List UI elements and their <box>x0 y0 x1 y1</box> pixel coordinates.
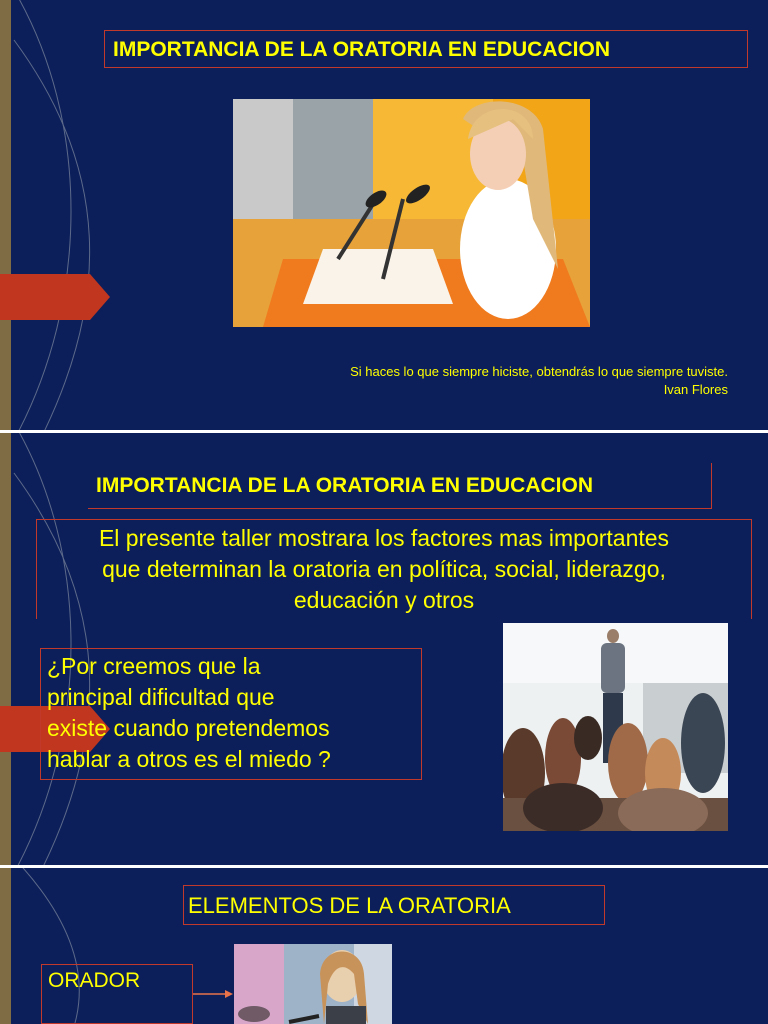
slide-2 <box>0 433 768 865</box>
orador-label: ORADOR <box>48 969 141 992</box>
slide-3 <box>0 868 768 1024</box>
slide-title: IMPORTANCIA DE LA ORATORIA EN EDUCACION <box>88 463 712 509</box>
quote-author: Ivan Flores <box>663 382 728 397</box>
intro-text <box>0 523 768 616</box>
slide-side-bar <box>0 433 11 865</box>
question-line-3: existe cuando pretendemos <box>47 715 330 741</box>
question-line-2: principal dificultad que <box>47 684 275 710</box>
slide-1 <box>0 0 768 430</box>
slide-title: IMPORTANCIA DE LA ORATORIA EN EDUCACION <box>104 30 748 68</box>
woman-speaker-photo <box>234 944 392 1024</box>
intro-line-1: El presente taller mostrara los factores mas importantes <box>98 525 670 551</box>
quote-text: Si haces lo que siempre hiciste, obtendrás lo que siempre tuviste. <box>350 364 728 379</box>
intro-line-3: educación y otros <box>293 587 475 613</box>
intro-line-2: que determinan la oratoria en política, social, liderazgo, <box>102 556 666 582</box>
classroom-audience-photo <box>503 623 728 831</box>
question-line-4: hablar a otros es el miedo ? <box>47 746 331 772</box>
red-tab-marker <box>0 274 110 320</box>
question-line-1: ¿Por creemos que la <box>47 653 261 679</box>
orador-label-box <box>41 964 193 1024</box>
question-box <box>40 648 422 780</box>
girl-speaking-photo <box>233 99 590 327</box>
slide-side-bar <box>0 868 11 1024</box>
slide-side-bar <box>0 0 11 430</box>
slide-title: ELEMENTOS DE LA ORATORIA <box>183 885 605 925</box>
arrow-icon <box>193 988 233 1000</box>
